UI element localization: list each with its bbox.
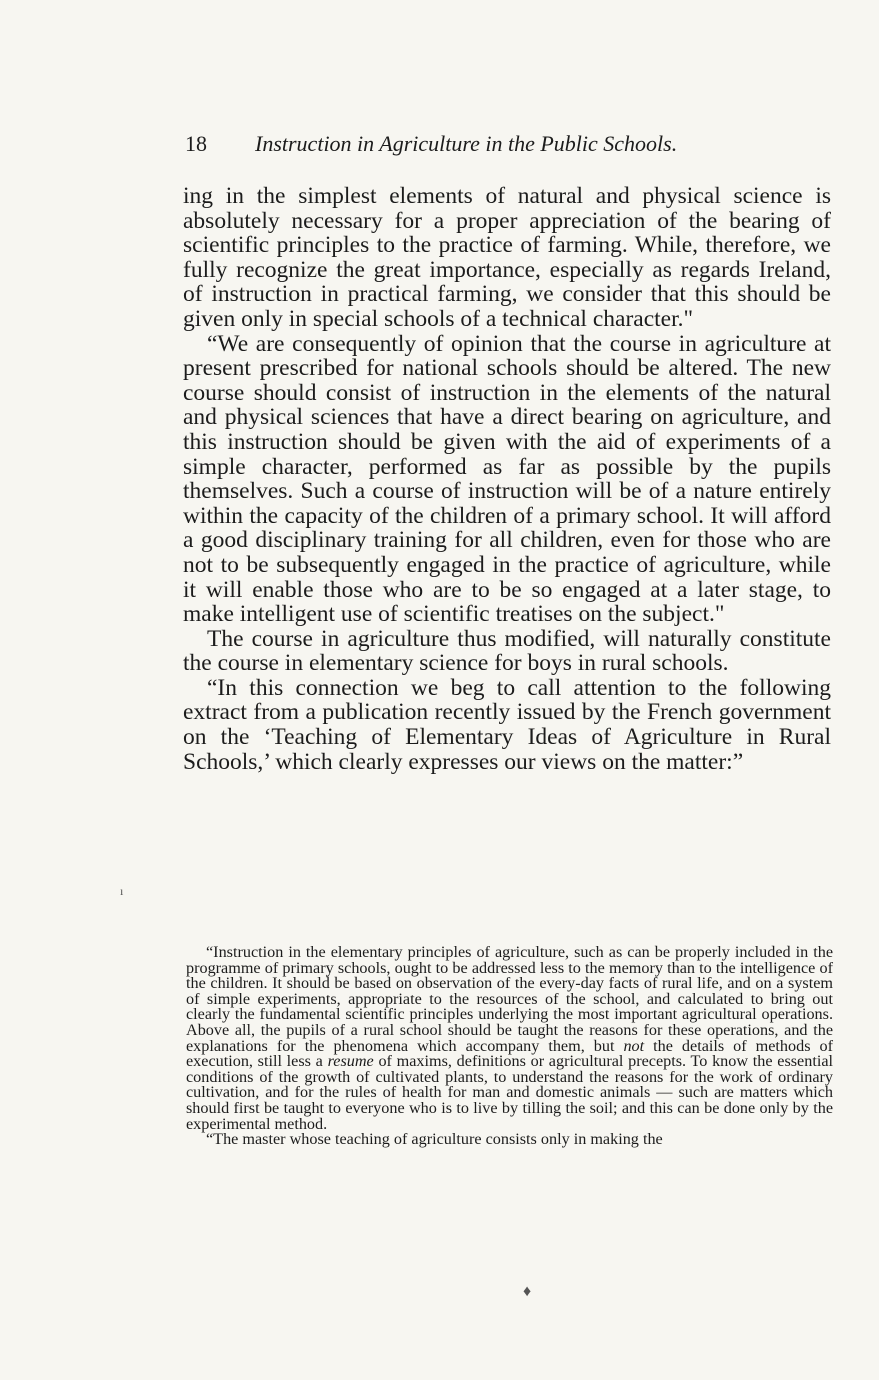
quote-emphasis-resume: resume	[327, 1052, 374, 1071]
block-quote	[186, 945, 833, 1148]
running-title: Instruction in Agriculture in the Public Schools.	[255, 131, 678, 156]
quote-paragraph-2: “The master whose teaching of agriculture consists only in making the	[206, 1130, 663, 1149]
bottom-ink-mark: ♦	[523, 1283, 532, 1300]
quote-text-b: the details of methods of execution, still less a	[186, 1036, 833, 1071]
margin-tick-mark: ı	[120, 884, 124, 898]
paragraph-continuation: ing in the simplest elements of natural and physical science is absolutely necessary for a proper appreciation of the bearing of scientific principles to the practice of farming. While, therefore, we fully recognize the great importance, especially as regards Ireland, of instruction in practical farming, we consider that this should be given only in special schools of a technical character."	[183, 183, 831, 332]
paragraph-connection: “In this connection we beg to call attention to the following extract from a publication recently issued by the French government on the ‘Teaching of Elementary Ideas of Agriculture in Rural Schools,’ which clearly expresses our views on the matter:”	[183, 674, 831, 775]
quote-emphasis-not: not	[623, 1036, 645, 1055]
paragraph-opinion: “We are consequently of opinion that the course in agriculture at present prescribed for national schools should be altered. The new course should consist of instruction in the elements of the natural and physical sciences that have a direct bearing on agriculture, and this instruction should be given with the aid of experiments of a simple character, performed as far as possible by the pupils themselves. Such a course of instruction will be of a nature entirely within the capacity of the children of a primary school. It will afford a good disciplinary training for all children, even for those who are not to be subsequently engaged in the practice of agriculture, while it will enable those who are to be so engaged at a later stage, to make intelligent use of scientific treatises on the subject."	[183, 330, 831, 628]
page-number: 18	[185, 131, 207, 156]
quote-text-a: “Instruction in the elementary principles of agriculture, such as can be properly included in the programme of primary schools, ought to be addressed less to the memory than to the intelligence of the children. It should be based on observation of the every-day facts of rural life, and on a system of simple experiments, appropriate to the resources of the school, and calculated to bring out clearly the fundamental scientific principles underlying the most important agricultural operations. Above all, the pupils of a rural school should be taught the reasons for these operations, and the explanations for the phenomena which accompany them, but	[186, 943, 833, 1055]
quote-text-c: of maxims, definitions or agricultural precepts. To know the essential conditions of the growth of cultivated plants, to understand the reasons for the work of ordinary cultivation, and for the rules of health for man and domestic animals — such are matters which should first be taught to everyone who is to live by tilling the soil; and this can be done only by the experimental method.	[186, 1052, 833, 1133]
paragraph-course: The course in agriculture thus modified, will naturally constitute the course in elementary science for boys in rural schools.	[183, 625, 831, 677]
main-text	[183, 184, 831, 774]
quote-paragraph-1	[186, 945, 833, 1132]
